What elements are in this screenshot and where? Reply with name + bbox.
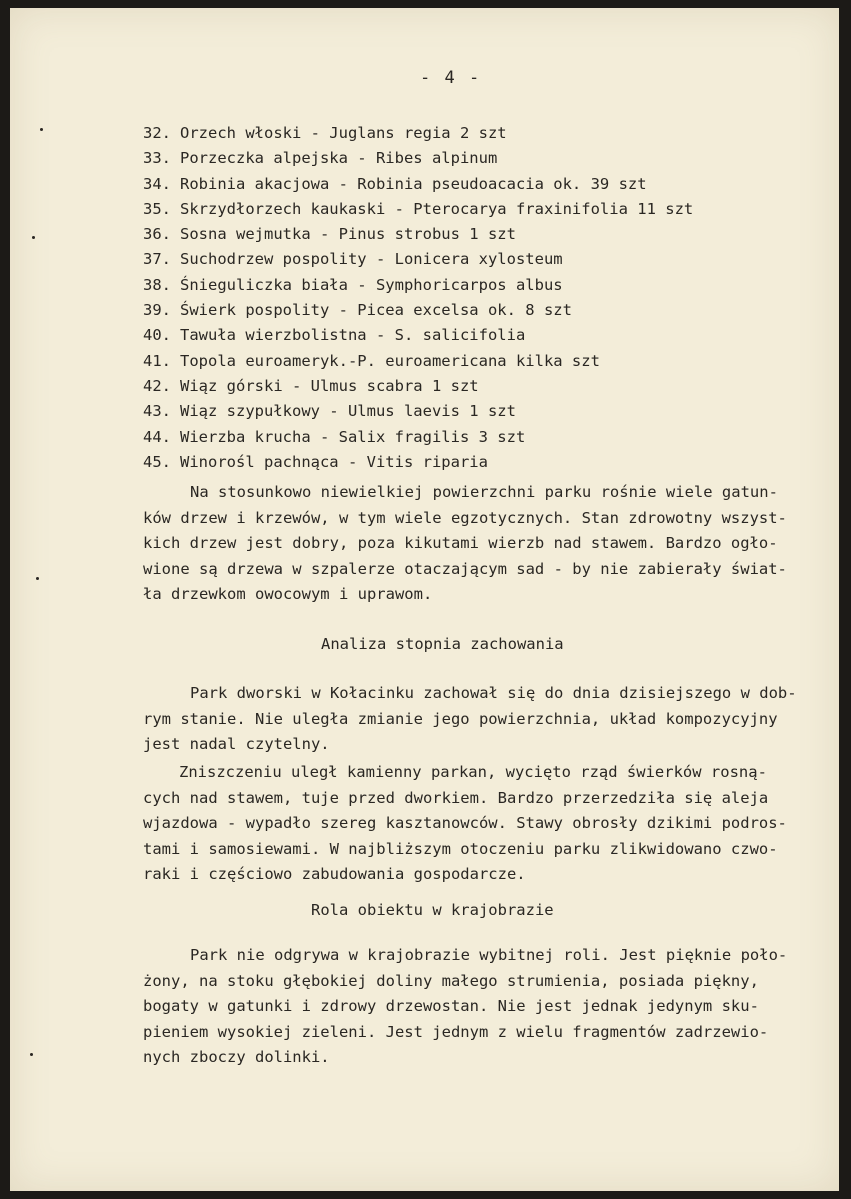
paragraph-line: pieniem wysokiej zieleni. Jest jednym z wielu fragmentów zadrzewio- [143, 1022, 769, 1041]
item-text: Tawuła wierzbolistna - S. salicifolia [180, 326, 526, 345]
list-item [143, 222, 693, 247]
paragraph-line: ła drzewkom owocowym i uprawom. [143, 585, 433, 603]
paragraph-line: kich drzew jest dobry, poza kikutami wierzb nad stawem. Bardzo ogło- [143, 534, 778, 552]
paragraph-line: wjazdowa - wypadło szereg kasztanowców. Stawy obrosły dzikimi podros- [143, 814, 787, 832]
list-item [143, 146, 693, 171]
item-text: Suchodrzew pospolity - Lonicera xylosteum [180, 250, 563, 269]
item-text: Orzech włoski - Juglans regia 2 szt [180, 124, 507, 142]
item-number: 37. [143, 250, 171, 269]
paragraph-line: cych nad stawem, tuje przed dworkiem. Bardzo przerzedziła się aleja [143, 788, 769, 807]
page-number: - 4 - [420, 68, 482, 88]
item-text: Skrzydłorzech kaukaski - Pterocarya fraxinifolia 11 szt [180, 199, 694, 218]
margin-mark [30, 1053, 33, 1056]
item-text: Winorośl pachnąca - Vitis riparia [180, 452, 488, 471]
item-number: 42. [143, 376, 171, 395]
list-item [143, 121, 693, 146]
paragraph-line: wione są drzewa w szpalerze otaczającym sad - by nie zabierały świat- [143, 559, 787, 578]
item-text: Wierzba krucha - Salix fragilis 3 szt [180, 427, 526, 446]
list-item [143, 172, 693, 197]
paragraph-species-condition [143, 480, 793, 608]
list-item [143, 197, 693, 222]
item-number: 43. [143, 402, 171, 421]
paragraph-line: Zniszczeniu uległ kamienny parkan, wycięto rząd świerków rosną- [179, 763, 767, 781]
paragraph-line: nych zboczy dolinki. [143, 1048, 330, 1066]
list-item [143, 399, 693, 424]
margin-mark [32, 236, 35, 239]
paragraph-line: Na stosunkowo niewielkiej powierzchni parku rośnie wiele gatun- [190, 483, 778, 501]
margin-mark [36, 577, 39, 580]
paragraph-line: rym stanie. Nie uległa zmianie jego powierzchnia, układ kompozycyjny [143, 709, 778, 728]
list-item [143, 247, 693, 272]
paragraph-damage [143, 760, 793, 888]
paragraph-line: bogaty w gatunki i zdrowy drzewostan. Nie jest jednak jedynym sku- [143, 997, 759, 1015]
list-item [143, 273, 693, 298]
item-number: 39. [143, 301, 171, 320]
list-item [143, 450, 693, 475]
item-number: 34. [143, 174, 171, 193]
item-text: Świerk pospolity - Picea excelsa ok. 8 szt [180, 301, 572, 320]
item-number: 41. [143, 351, 171, 370]
item-text: Wiąz szypułkowy - Ulmus laevis 1 szt [180, 402, 516, 421]
species-list [143, 121, 693, 475]
item-number: 38. [143, 275, 171, 294]
item-text: Wiąz górski - Ulmus scabra 1 szt [180, 376, 479, 395]
item-text: Robinia akacjowa - Robinia pseudoacacia ok. 39 szt [180, 174, 647, 193]
paragraph-landscape [143, 943, 793, 1071]
item-text: Porzeczka alpejska - Ribes alpinum [180, 149, 498, 168]
section-heading-landscape: Rola obiektu w krajobrazie [311, 901, 554, 919]
item-number: 36. [143, 225, 171, 244]
item-number: 40. [143, 326, 171, 345]
paragraph-preservation [143, 681, 797, 758]
item-text: Śnieguliczka biała - Symphoricarpos albus [180, 275, 563, 294]
item-number: 33. [143, 149, 171, 168]
item-text: Topola euroameryk.-P. euroamericana kilka szt [180, 351, 600, 370]
item-number: 32. [143, 124, 171, 142]
paragraph-line: raki i częściowo zabudowania gospodarcze. [143, 865, 526, 883]
paragraph-line: tami i samosiewami. W najbliższym otoczeniu parku zlikwidowano czwo- [143, 839, 778, 858]
document-page [10, 8, 839, 1191]
list-item [143, 349, 693, 374]
paragraph-line: jest nadal czytelny. [143, 735, 330, 753]
list-item [143, 374, 693, 399]
item-number: 44. [143, 427, 171, 446]
item-text: Sosna wejmutka - Pinus strobus 1 szt [180, 225, 516, 244]
list-item [143, 323, 693, 348]
paragraph-line: żony, na stoku głębokiej doliny małego strumienia, posiada piękny, [143, 971, 759, 990]
list-item [143, 298, 693, 323]
paragraph-line: ków drzew i krzewów, w tym wiele egzotycznych. Stan zdrowotny wszyst- [143, 508, 787, 527]
section-heading-preservation: Analiza stopnia zachowania [321, 635, 564, 653]
item-number: 45. [143, 452, 171, 471]
list-item [143, 425, 693, 450]
item-number: 35. [143, 199, 171, 218]
paragraph-line: Park dworski w Kołacinku zachował się do dnia dzisiejszego w dob- [190, 684, 797, 702]
margin-mark [40, 128, 43, 131]
paragraph-line: Park nie odgrywa w krajobrazie wybitnej roli. Jest pięknie poło- [190, 946, 788, 964]
